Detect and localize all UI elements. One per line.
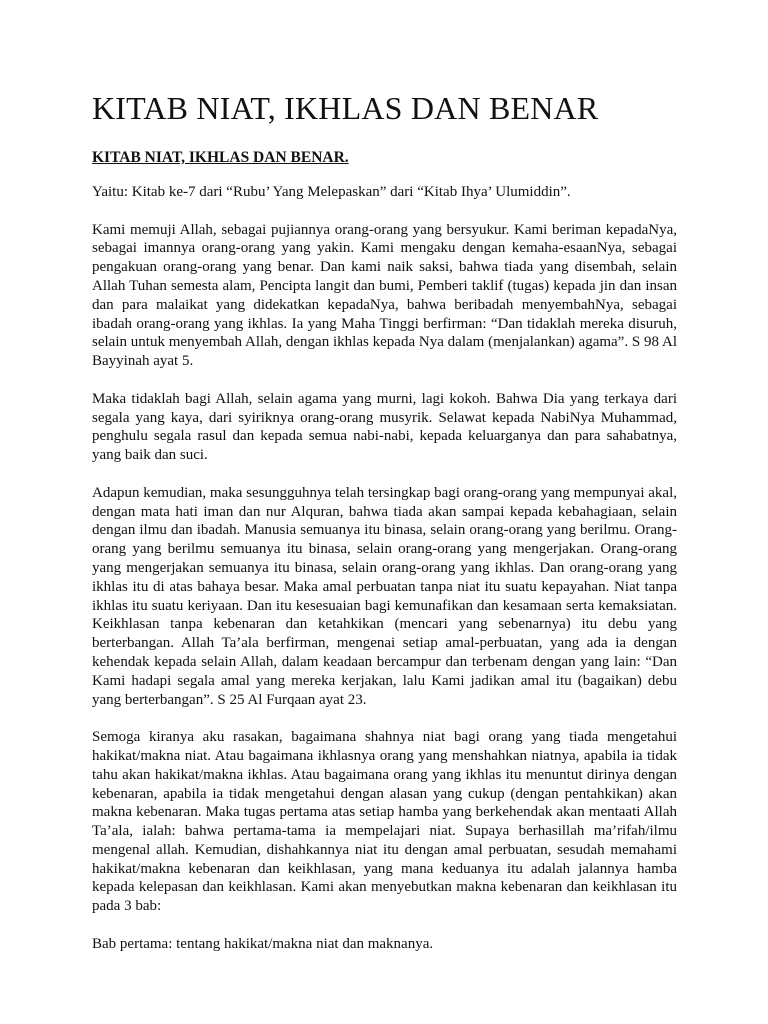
paragraph: Semoga kiranya aku rasakan, bagaimana shahnya niat bagi orang yang tiada mengetahui hakikat/makna niat. Atau bagaimana ikhlasnya orang yang menshahkan niatnya, apabila ia tidak tahu akan hakikat/makna ikhlas. Atau bagaimana orang yang ikhlas itu menuntut dirinya dengan kebenaran, apabila ia tidak mengetahui dengan alasan yang cukup (dengan pentahkikan) akan makna kebenaran. Maka tugas pertama atas setiap hamba yang berkehendak akan mentaati Allah Ta’ala, ialah: bahwa pertama-tama ia mempelajari niat. Supaya berhasillah ma’rifah/ilmu mengenal allah. Kemudian, dishahkannya niat itu dengan amal perbuatan, sesudah memahami hakikat/makna kebenaran dan keikhlasan, yang mana keduanya itu adalah jalannya hamba kepada kelepasan dan keikhlasan. Kami akan menyebutkan makna kebenaran dan keikhlasan itu pada 3 bab: <box>92 729 677 915</box>
paragraph: Kami memuji Allah, sebagai pujiannya orang-orang yang bersyukur. Kami beriman kepadaNya, sebagai imannya orang-orang yang yakin. Kami mengaku dengan kemaha-esaanNya, sebagai pengakuan orang-orang yang benar. Dan kami naik saksi, bahwa tiada yang disembah, selain Allah Tuhan semesta alam, Pencipta langit dan bumi, Pemberi taklif (tugas) kepada jin dan insan dan para malaikat yang didekatkan kepadaNya, bahwa beribadah menyembahNya, sebagai ibadah orang-orang yang ikhlas. Ia yang Maha Tinggi berfirman: “Dan tidaklah mereka disuruh, selain untuk menyembah Allah, dengan ikhlas kepada Nya dalam (menjalankan) agama”. S 98 Al Bayyinah ayat 5. <box>92 221 677 370</box>
paragraph-intro: Yaitu: Kitab ke-7 dari “Rubu’ Yang Melepaskan” dari “Kitab Ihya’ Ulumiddin”. <box>92 184 571 200</box>
paragraph-bab-pertama: Bab pertama: tentang hakikat/makna niat dan maknanya. <box>92 935 434 952</box>
paragraph: Maka tidaklah bagi Allah, selain agama yang murni, lagi kokoh. Bahwa Dia yang terkaya dari segala yang kaya, dari syiriknya orang-orang musyrik. Selawat kepada NabiNya Muhammad, penghulu segala rasul dan kepada semua nabi-nabi, kepada keluarganya dan para sahabatnya, yang baik dan suci. <box>92 390 677 464</box>
document-body <box>92 183 677 954</box>
paragraph: Adapun kemudian, maka sesungguhnya telah tersingkap bagi orang-orang yang mempunyai akal, dengan mata hati iman dan nur Alquran, bahwa tiada akan sampai kepada kebahagiaan, selain dengan ilmu dan ibadah. Manusia semuanya itu binasa, selain orang-orang yang berilmu. Orang-orang yang berilmu semuanya itu binasa, selain orang-orang yang mengerjakan. Orang-orang yang mengerjakan semuanya itu binasa, selain orang-orang yang ikhlas. Dan orang-orang yang ikhlas itu di atas bahaya besar. Maka amal perbuatan tanpa niat itu suatu kepayahan. Niat tanpa ikhlas itu suatu keriyaan. Dan itu kesesuaian bagi kemunafikan dan kesamaan serta kemaksiatan. Keikhlasan tanpa kebenaran dan ketahkikan (mencari yang sebenarnya) itu debu yang berterbangan. Allah Ta’ala berfirman, mengenai setiap amal-perbuatan, yang ada ia dengan kehendak kepada selain Allah, dalam keadaan bercampur dan terbenam dengan yang lain: “Dan Kami hadapi segala amal yang mereka kerjakan, lalu Kami jadikan amal itu (bagaikan) debu yang berterbangan”. S 25 Al Furqaan ayat 23. <box>92 484 677 708</box>
document-subtitle: KITAB NIAT, IKHLAS DAN BENAR. <box>92 149 349 166</box>
page-title: KITAB NIAT, IKHLAS DAN BENAR <box>92 90 599 126</box>
